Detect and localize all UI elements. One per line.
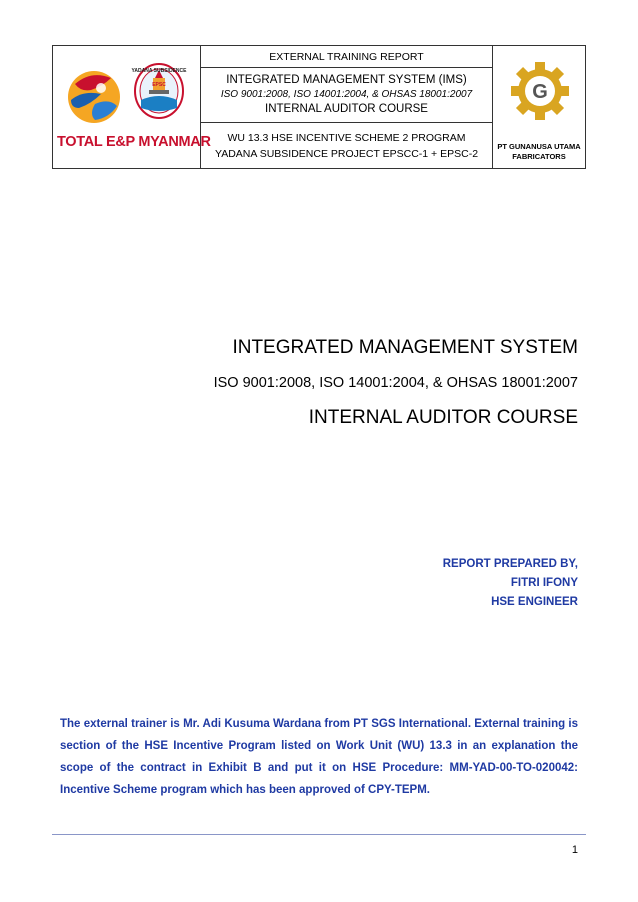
header-right-cell [493, 46, 585, 168]
page-title: INTEGRATED MANAGEMENT SYSTEM [232, 337, 578, 358]
header-table [52, 45, 586, 169]
ims-cell [201, 67, 492, 122]
seal-label: YADANA SUBSIDENCE [131, 68, 187, 74]
title-block [214, 334, 578, 432]
report-type-cell [201, 46, 492, 67]
program-cell [201, 122, 492, 168]
preparer-name: FITRI IFONY [510, 577, 578, 589]
gunanusa-name-line1: PT GUNANUSA UTAMA [497, 142, 581, 151]
seal-tag: EPSC [152, 82, 166, 88]
course-line: INTERNAL AUDITOR COURSE [265, 102, 428, 115]
project-line: YADANA SUBSIDENCE PROJECT EPSCC-1 + EPSC-2 [214, 147, 479, 160]
ims-title: INTEGRATED MANAGEMENT SYSTEM (IMS) [226, 73, 467, 86]
gunanusa-logo-letter: G [532, 81, 548, 103]
page-number: 1 [571, 844, 578, 856]
gunanusa-gear-logo-icon [509, 60, 571, 122]
total-company-name: TOTAL E&P MYANMAR [57, 134, 211, 150]
footer-divider [52, 834, 586, 835]
program-line: WU 13.3 HSE INCENTIVE SCHEME 2 PROGRAM [227, 131, 466, 144]
iso-standards-line: ISO 9001:2008, ISO 14001:2004, & OHSAS 18001:2007 [220, 88, 473, 100]
preparer-role: HSE ENGINEER [491, 596, 578, 608]
iso-subtitle: ISO 9001:2008, ISO 14001:2004, & OHSAS 18001:2007 [213, 375, 578, 391]
gunanusa-company-name [493, 142, 585, 162]
header-middle-cell [201, 46, 493, 168]
report-type: EXTERNAL TRAINING REPORT [269, 50, 424, 63]
gunanusa-name-line2: FABRICATORS [512, 152, 566, 161]
header-left-cell [53, 46, 211, 168]
body-paragraph: The external trainer is Mr. Adi Kusuma Wardana from PT SGS International. External training is section of the HSE Incentive Program listed on Work Unit (WU) 13.3 in an explanation the scope of the contract in Exhibit B and put it on HSE Procedure: MM-YAD-00-TO-020042: Incentive Scheme program which has been approved of CPY-TEPM. [60, 718, 578, 796]
prepared-by-label: REPORT PREPARED BY, [442, 558, 578, 570]
total-logo-icon [65, 64, 123, 130]
course-title: INTERNAL AUDITOR COURSE [308, 407, 578, 428]
prepared-by-block [443, 555, 578, 612]
